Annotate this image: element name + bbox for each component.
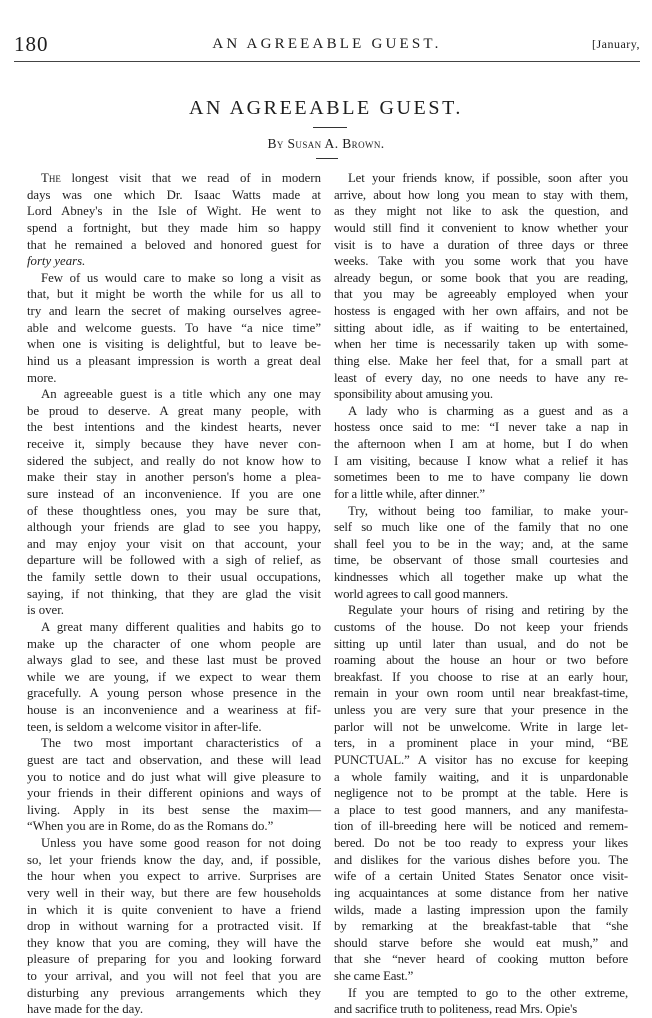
text-line: world agrees to call good manners.	[334, 586, 509, 601]
header-rule	[14, 61, 640, 62]
text-line: the best intentions and the kindest hearts, never	[27, 420, 321, 435]
text-line: able and welcome guests. To have “a nice time”	[27, 320, 321, 335]
text-line: make up the character of one whom people are	[27, 636, 321, 651]
paragraph	[27, 170, 321, 270]
text-line: If you are tempted to go to the other extreme,	[348, 985, 628, 1000]
text-line: hind us a pleasant impression is worth a great deal	[27, 353, 321, 368]
text-line: they know that you are coming, they will have the	[27, 935, 321, 950]
text-line: receive it, simply because they have never con-	[27, 437, 321, 451]
text-line: Let your friends know, if possible, soon after you	[348, 171, 628, 185]
text-line: sidered the subject, and really do not know how to	[27, 453, 321, 468]
running-title: AN AGREEABLE GUEST.	[212, 36, 442, 52]
text-line: pleasure of preparing for you and looking forward	[27, 952, 321, 967]
text-line: house is an inconvenience and a weariness at fif-	[27, 703, 321, 717]
text-line: days was one which Dr. Isaac Watts made at	[27, 187, 321, 202]
text-line: make their stay in another person's home a plea-	[27, 470, 321, 485]
text-line: always glad to see, and these last must be proved	[27, 653, 321, 668]
text-line: the hour when you expect to arrive. Surprises are	[27, 869, 321, 884]
article-title: AN AGREEABLE GUEST.	[188, 97, 464, 119]
text-line: hostess is engaged with her own affairs, and not be	[334, 304, 628, 318]
text-line: least of every day, no one needs to have any re-	[334, 370, 628, 385]
text-line: remain in your own room until near breakfast-time,	[334, 686, 628, 701]
title-rule	[313, 127, 347, 128]
text-line: Unless you have some good reason for not doing	[41, 836, 321, 850]
text-line: and dislikes for the various dishes before you. The	[334, 852, 628, 867]
text-line: Few of us would care to make so long a visit as	[41, 270, 321, 285]
text-line: weeks. Take with you some work that you have	[334, 254, 628, 269]
text-line: as they might not like to ask the question, and	[334, 204, 628, 219]
text-line: of these thoughtless ones, you may be sure that,	[27, 503, 321, 518]
text-line: saying, if not thinking, that they are glad the visit	[27, 586, 321, 601]
text-line: unless you are very sure that your presence in the	[334, 703, 628, 717]
text-line: spend a fortnight, but they made him so happy	[27, 220, 321, 235]
text-line: your friends in their different opinions and ways of	[27, 786, 321, 801]
text-line: the family settle down to their usual occupations,	[27, 570, 321, 584]
text-line: by remarking at the breakfast-table that “she	[334, 919, 628, 934]
paragraph	[27, 835, 321, 1018]
text-line: while we are young, if we expect to wear them	[27, 669, 321, 684]
text-line: try and learn the secret of making ourselves agree-	[27, 304, 321, 318]
text-line: so, let your friends know the day, and, if possible,	[27, 852, 321, 867]
text-line: self so much like one of the family that no one	[334, 520, 628, 535]
paragraph	[27, 619, 321, 735]
text-line: breakfast. If you choose to rise at an early hour,	[334, 669, 628, 684]
text-line: disturbing any previous arrangements which they	[27, 985, 321, 1000]
paragraph	[27, 386, 321, 619]
text-line: wife of a certain United States Senator once visit-	[334, 869, 628, 884]
text-line: and sacrifice truth to politeness, read Mrs. Opie's	[334, 1002, 578, 1017]
text-line: Try, without being too familiar, to make your-	[348, 503, 628, 518]
text-line: sponsibility about amusing you.	[334, 387, 493, 402]
text-line: that you may be agreeably employed when your	[334, 287, 628, 302]
text-line: very well in their way, but there are few households	[27, 885, 321, 900]
text-line: living. Apply in its best sense the maxim—	[27, 802, 321, 817]
text-line: hostess once said to me: “I never take a nap in	[334, 420, 628, 435]
text-line: forty years.	[27, 254, 86, 269]
text-line: more.	[27, 370, 57, 385]
text-line: should starve before she would eat mush,” and	[334, 935, 628, 950]
text-line: departure will be followed with a sigh of relief, as	[27, 553, 321, 568]
text-line: arrive, about how long you mean to stay with them,	[334, 187, 628, 202]
text-line: sometimes been to me to have company lie down	[334, 470, 628, 485]
text-line: when one is visiting is delightful, but to leave be-	[27, 337, 321, 352]
text-line: The two most important characteristics of a	[41, 736, 321, 751]
text-line: wilds, made a lasting impression upon the family	[334, 902, 628, 917]
text-line: in which it is quite convenient to have a friend	[27, 902, 321, 917]
text-line: negligence not to be prompt at the table. Here is	[334, 786, 628, 801]
text-line: that she “never heard of cooking mutton before	[334, 952, 628, 967]
text-line: teen, is seldom a welcome visitor in after-life.	[27, 719, 262, 734]
text-line: A lady who is charming as a guest and as a	[348, 403, 628, 418]
text-line: “When you are in Rome, do as the Romans do.”	[27, 819, 274, 834]
byline: By Susan A. Brown.	[267, 136, 385, 151]
text-line: would still find it convenient to know whether your	[334, 220, 628, 235]
text-line: when her time is necessarily taken up with some-	[334, 337, 628, 352]
paragraph	[334, 985, 628, 1018]
text-line: guest are tact and observation, and these will lead	[27, 752, 321, 767]
text-line: that, but it might be worth the while for us all to	[27, 287, 321, 302]
text-line: time, be observant of those small courtesies and	[334, 553, 628, 568]
text-line: although your friends are glad to see you happy,	[27, 520, 321, 535]
text-line: A great many different qualities and habits go to	[41, 619, 321, 634]
text-line: the afternoon when I am at home, but I do when	[334, 437, 628, 451]
paragraph	[27, 735, 321, 835]
text-line: The longest visit that we read of in modern	[41, 171, 321, 185]
text-line: sitting up until later than usual, and do not be	[334, 636, 628, 651]
text-line: and may enjoy your visit on that account, your	[27, 536, 321, 551]
text-line: that he remained a beloved and honored guest for	[27, 237, 321, 252]
text-line: shall feel you to be in the way; and, at the same	[334, 536, 628, 551]
text-line: a whole family waiting, and it is unpardonable	[334, 769, 628, 784]
right-column	[334, 170, 628, 1018]
page-number: 180	[14, 32, 49, 56]
text-line: gracefully. A young person whose presence in the	[27, 686, 321, 701]
paragraph	[334, 170, 628, 403]
text-line: be proud to deserve. A great many people, with	[27, 403, 321, 418]
text-line: drop in without warning for a protracted visit. If	[27, 919, 321, 934]
paragraph	[334, 602, 628, 984]
text-line: visit is to have a duration of three days or three	[334, 237, 628, 252]
text-line: ters, in a prominent place in your mind, “BE	[334, 736, 628, 751]
text-line: Lord Abney's in the Isle of Wight. He went to	[27, 204, 321, 219]
byline-rule	[316, 158, 338, 159]
text-line: is over.	[27, 603, 64, 618]
text-line: tion of ill-breeding here will be noticed and remem-	[334, 819, 628, 834]
text-line: customs of the house. Do not keep your friends	[334, 619, 628, 634]
text-line: roaming about the house an hour or two before	[334, 653, 628, 668]
text-line: sure instead of an inconvenience. If you are one	[27, 486, 321, 501]
paragraph	[334, 503, 628, 603]
page-header	[14, 32, 640, 56]
text-line: for a little while, after dinner.”	[334, 486, 485, 501]
left-column	[27, 170, 321, 1018]
paragraph	[27, 270, 321, 386]
text-line: you to notice and do just what will give pleasure to	[27, 769, 321, 784]
text-line: An agreeable guest is a title which any one may	[41, 387, 321, 402]
text-line: ing acquaintances at some distance from her native	[334, 885, 628, 900]
text-line: have made for the day.	[27, 1002, 144, 1017]
text-line: to your arrival, and you will not feel that you are	[27, 969, 321, 983]
text-line: Regulate your hours of rising and retiring by the	[348, 603, 628, 618]
text-line: parlor will not be unwelcome. Write in large let-	[334, 719, 628, 734]
text-line: a place to test good manners, and any manifesta-	[334, 802, 628, 817]
text-line: bered. Do not be too ready to express your likes	[334, 836, 628, 850]
month-label: [January,	[591, 37, 640, 51]
text-line: already begun, or some book that you are reading,	[334, 270, 628, 285]
text-line: kindnesses which all together make up what the	[334, 570, 628, 584]
text-line: I am visiting, because I know what a relief it has	[334, 453, 628, 468]
paragraph	[334, 403, 628, 503]
text-line: PUNCTUAL.” A visitor has no excuse for keeping	[334, 752, 628, 767]
text-line: sitting about idle, as if waiting to be entertained,	[334, 320, 628, 335]
text-line: she came East.”	[334, 969, 414, 983]
text-line: thing else. Make her feel that, for a small part at	[334, 353, 628, 368]
